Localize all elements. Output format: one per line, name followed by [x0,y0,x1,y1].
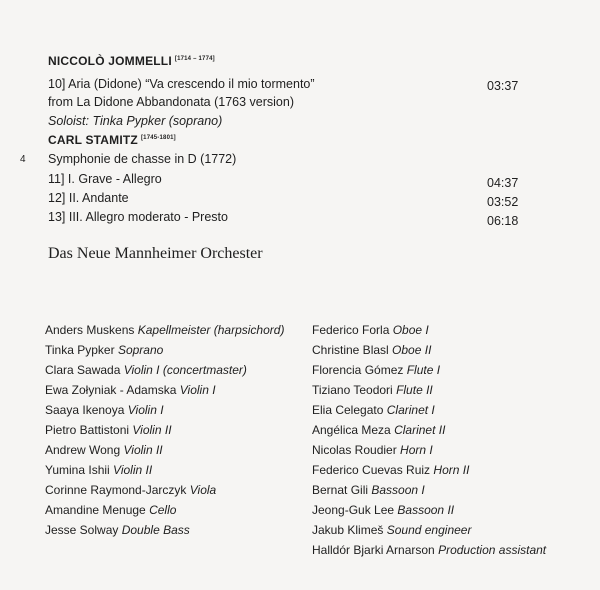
member-role: Flute I [406,363,441,377]
member-role: Horn I [400,443,433,457]
member-name: Tiziano Teodori [312,383,393,397]
member-name: Ewa Zołyniak - Adamska [45,383,177,397]
track-11-title: 11] I. Grave - Allegro [48,172,162,186]
member-name: Yumina Ishii [45,463,110,477]
member-name: Federico Cuevas Ruiz [312,463,431,477]
list-item [45,440,284,460]
composer-name: CARL STAMITZ [48,133,138,147]
member-role: Bassoon I [371,483,425,497]
member-role: Violin II [113,463,153,477]
member-role: Oboe II [392,343,432,357]
page-number: 4 [20,154,26,165]
track-11-duration: 04:37 [487,176,519,190]
member-name: Federico Forla [312,323,390,337]
member-name: Jakub Klimeš [312,523,384,537]
list-item [312,540,546,560]
list-item [45,460,284,480]
list-item [312,480,546,500]
composer-name: NICCOLÒ JOMMELLI [48,54,172,68]
list-item [312,440,546,460]
list-item [312,360,546,380]
member-role: Double Bass [121,523,190,537]
track-12-title: 12] II. Andante [48,191,129,205]
track-12-duration: 03:52 [487,195,519,209]
track-10-duration: 03:37 [487,79,519,93]
member-role: Cello [149,503,177,517]
member-name: Corinne Raymond-Jarczyk [45,483,187,497]
list-item [45,520,284,540]
track-13-title: 13] III. Allegro moderato - Presto [48,210,228,224]
list-item [45,380,284,400]
member-role: Kapellmeister (harpsichord) [137,323,285,337]
list-item [312,460,546,480]
member-role: Clarinet I [386,403,435,417]
orchestra-name: Das Neue Mannheimer Orchester [48,245,263,262]
member-name: Andrew Wong [45,443,121,457]
member-name: Angélica Meza [312,423,391,437]
list-item [45,480,284,500]
member-role: Violin I [127,403,164,417]
member-role: Violin I [179,383,216,397]
list-item [312,320,546,340]
member-name: Florencia Gómez [312,363,404,377]
member-role: Violin II [123,443,163,457]
member-name: Jeong-Guk Lee [312,503,395,517]
member-name: Amandine Menuge [45,503,146,517]
track-10-subtitle: from La Didone Abbandonata (1763 version) [48,95,294,109]
composer-jommelli [48,54,215,68]
member-role: Viola [189,483,217,497]
member-name: Halldór Bjarki Arnarson [312,543,435,557]
member-name: Christine Blasl [312,343,389,357]
list-item [45,500,284,520]
member-name: Anders Muskens [45,323,135,337]
member-role: Production assistant [438,543,547,557]
list-item [312,420,546,440]
track-10-title: 10] Aria (Didone) “Va crescendo il mio tormento” [48,77,315,91]
member-name: Nicolas Roudier [312,443,397,457]
list-item [312,520,546,540]
member-role: Clarinet II [394,423,446,437]
member-role: Bassoon II [397,503,455,517]
list-item [45,420,284,440]
list-item [312,400,546,420]
list-item [45,340,284,360]
personnel-column-right [312,320,546,560]
member-name: Tinka Pypker [45,343,115,357]
member-name: Saaya Ikenoya [45,403,125,417]
member-name: Bernat Gili [312,483,369,497]
list-item [45,320,284,340]
member-role: Violin I (concertmaster) [123,363,247,377]
composer-years: [1745-1801] [140,135,176,141]
list-item [45,400,284,420]
member-name: Clara Sawada [45,363,121,377]
member-role: Violin II [132,423,172,437]
personnel-column-left [45,320,284,540]
member-role: Oboe I [392,323,429,337]
track-13-duration: 06:18 [487,214,519,228]
member-role: Flute II [396,383,433,397]
member-role: Soprano [117,343,164,357]
member-role: Horn II [433,463,470,477]
member-role: Sound engineer [386,523,472,537]
list-item [312,340,546,360]
list-item [312,500,546,520]
list-item [45,360,284,380]
composer-stamitz [48,133,176,147]
composer-years: [1714 – 1774] [174,56,215,62]
list-item [312,380,546,400]
work-title: Symphonie de chasse in D (1772) [48,152,237,166]
member-name: Pietro Battistoni [45,423,130,437]
soloist-credit: Soloist: Tinka Pypker (soprano) [48,114,223,128]
member-name: Elia Celegato [312,403,384,417]
member-name: Jesse Solway [45,523,119,537]
